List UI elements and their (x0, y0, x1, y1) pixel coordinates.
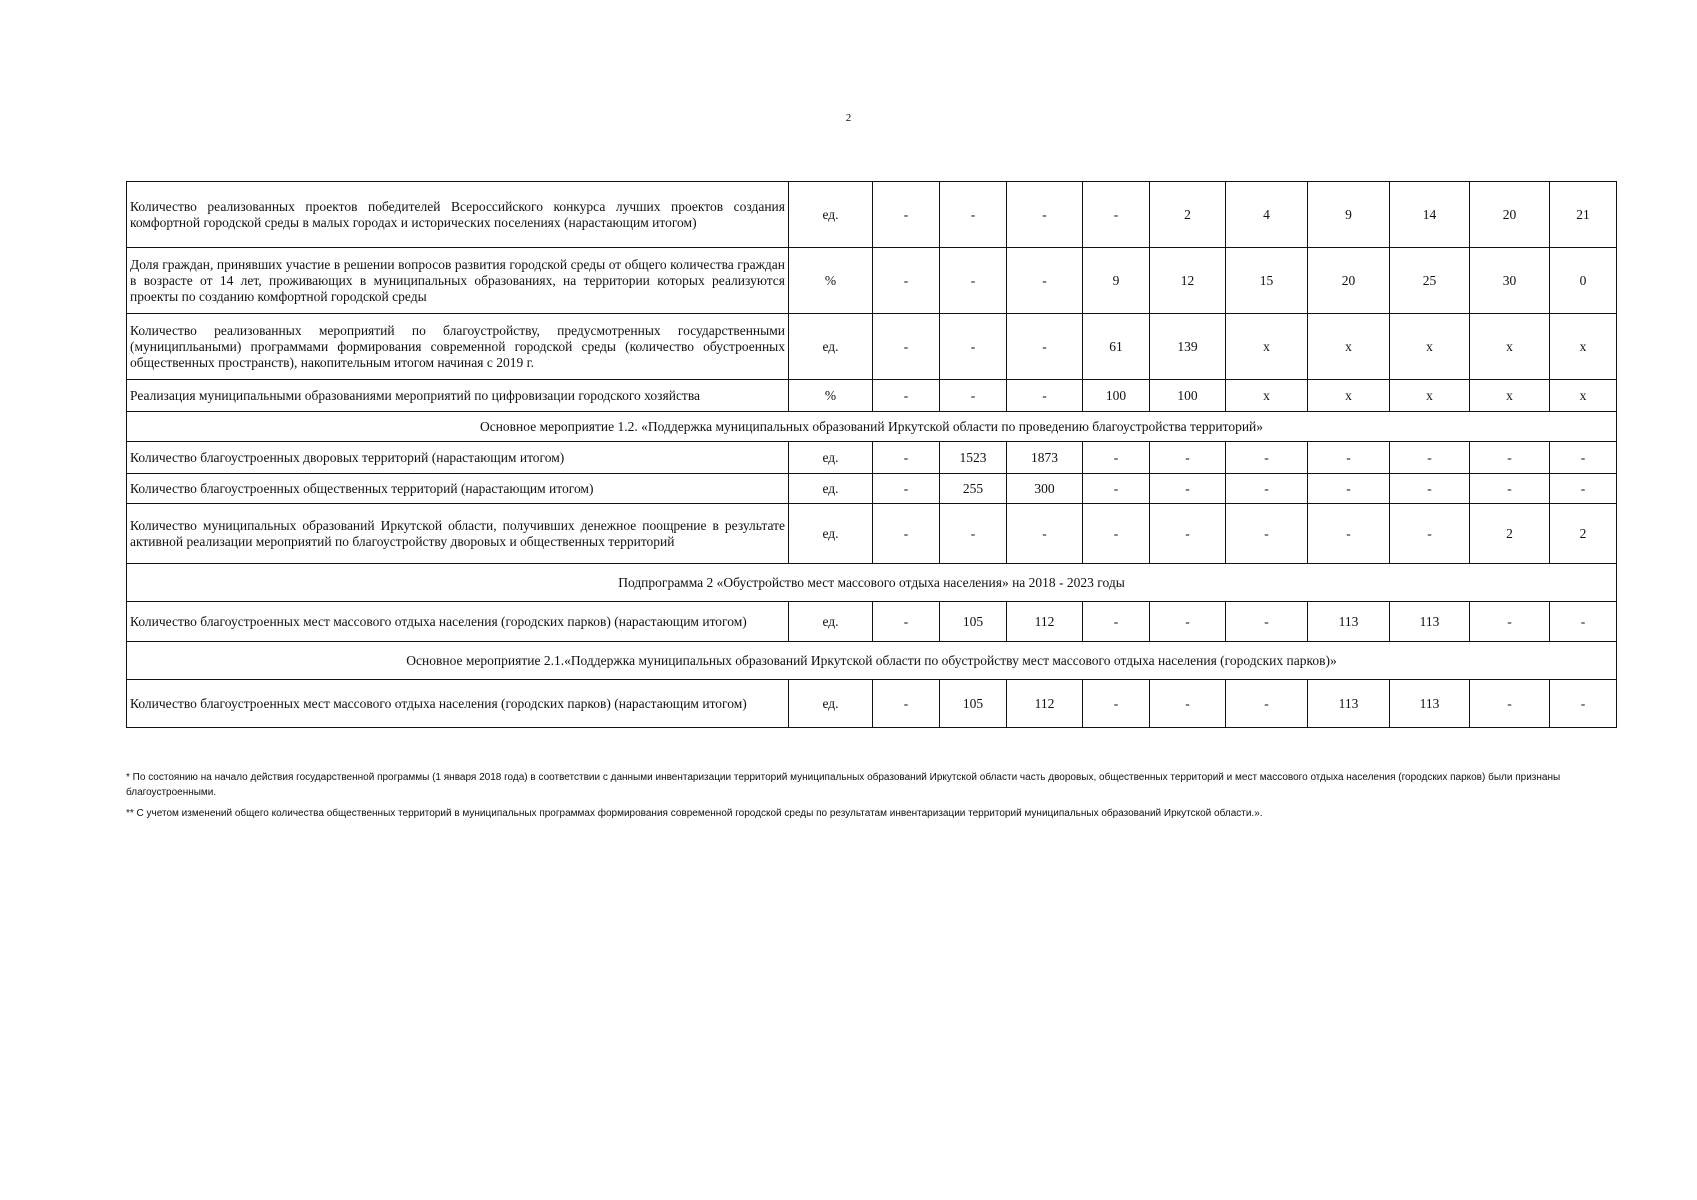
value-cell: 255 (940, 474, 1007, 504)
value-cell: - (873, 248, 940, 314)
value-cell: 105 (940, 680, 1007, 728)
value-cell: - (1308, 504, 1390, 564)
value-cell: 2 (1470, 504, 1550, 564)
value-cell: - (873, 380, 940, 412)
unit-cell: ед. (789, 602, 873, 642)
value-cell: - (1007, 314, 1083, 380)
footnote-2: ** С учетом изменений общего количества общественных территорий в муниципальных программах формирования современной городской среды по результатам инвентаризации территорий муниципальных образований Иркутской области.». (126, 808, 1263, 819)
indicator-cell: Количество реализованных проектов победителей Всероссийского конкурса лучших проектов создания комфортной городской среды в малых городах и исторических поселениях (нарастающим итогом) (127, 182, 789, 248)
unit-cell: ед. (789, 474, 873, 504)
value-cell: 2 (1150, 182, 1226, 248)
value-cell: 2 (1550, 504, 1617, 564)
value-cell: - (1083, 602, 1150, 642)
value-cell: x (1390, 314, 1470, 380)
value-cell: - (873, 602, 940, 642)
value-cell: - (1550, 602, 1617, 642)
value-cell: - (1226, 504, 1308, 564)
page-number: 2 (845, 112, 852, 124)
table-row (127, 380, 1617, 412)
value-cell: 21 (1550, 182, 1617, 248)
value-cell: x (1470, 314, 1550, 380)
value-cell: 113 (1308, 602, 1390, 642)
value-cell: - (1226, 442, 1308, 474)
value-cell: 113 (1308, 680, 1390, 728)
value-cell: - (1226, 602, 1308, 642)
table-row (127, 182, 1617, 248)
value-cell: - (1470, 442, 1550, 474)
value-cell: 113 (1390, 602, 1470, 642)
value-cell: - (1083, 474, 1150, 504)
value-cell: - (1390, 474, 1470, 504)
value-cell: - (873, 504, 940, 564)
value-cell: - (1308, 474, 1390, 504)
value-cell: - (1390, 442, 1470, 474)
indicator-cell: Количество реализованных мероприятий по благоустройству, предусмотренных государственными (муниципльаными) программами формирования современной городской среды (количество обустроенных общественных пространств), накопительным итогом начиная с 2019 г. (127, 314, 789, 380)
value-cell: 4 (1226, 182, 1308, 248)
indicator-cell: Доля граждан, принявших участие в решении вопросов развития городской среды от общего количества граждан в возрасте от 14 лет, проживающих в муниципальных образованиях, на территории которых реализуются проекты по созданию комфортной городской среды (127, 248, 789, 314)
value-cell: 1873 (1007, 442, 1083, 474)
value-cell: - (1083, 680, 1150, 728)
value-cell: - (873, 182, 940, 248)
value-cell: - (1470, 680, 1550, 728)
value-cell: - (1150, 504, 1226, 564)
unit-cell: ед. (789, 442, 873, 474)
indicator-cell: Количество благоустроенных мест массового отдыха населения (городских парков) (нарастающим итогом) (127, 680, 789, 728)
value-cell: 20 (1308, 248, 1390, 314)
value-cell: - (940, 182, 1007, 248)
value-cell: 100 (1150, 380, 1226, 412)
table-row (127, 680, 1617, 728)
value-cell: 112 (1007, 602, 1083, 642)
value-cell: - (873, 442, 940, 474)
value-cell: - (1007, 380, 1083, 412)
value-cell: - (1083, 442, 1150, 474)
value-cell: - (1007, 248, 1083, 314)
value-cell: - (1550, 680, 1617, 728)
value-cell: - (1470, 602, 1550, 642)
value-cell: 20 (1470, 182, 1550, 248)
value-cell: 61 (1083, 314, 1150, 380)
value-cell: - (1390, 504, 1470, 564)
value-cell: 300 (1007, 474, 1083, 504)
value-cell: 30 (1470, 248, 1550, 314)
value-cell: - (1007, 504, 1083, 564)
unit-cell: ед. (789, 182, 873, 248)
value-cell: x (1308, 380, 1390, 412)
section-title: Подпрограмма 2 «Обустройство мест массового отдыха населения» на 2018 - 2023 годы (127, 564, 1617, 602)
table-row (127, 442, 1617, 474)
table-row (127, 504, 1617, 564)
value-cell: 25 (1390, 248, 1470, 314)
value-cell: 112 (1007, 680, 1083, 728)
value-cell: - (1083, 504, 1150, 564)
value-cell: - (1150, 602, 1226, 642)
value-cell: 12 (1150, 248, 1226, 314)
unit-cell: % (789, 248, 873, 314)
value-cell: x (1308, 314, 1390, 380)
value-cell: 15 (1226, 248, 1308, 314)
section-row (127, 564, 1617, 602)
value-cell: - (1226, 680, 1308, 728)
value-cell: x (1470, 380, 1550, 412)
table-row (127, 248, 1617, 314)
unit-cell: ед. (789, 314, 873, 380)
value-cell: - (873, 474, 940, 504)
indicator-cell: Реализация муниципальными образованиями мероприятий по цифровизации городского хозяйства (127, 380, 789, 412)
value-cell: 113 (1390, 680, 1470, 728)
value-cell: - (1083, 182, 1150, 248)
value-cell: - (1470, 474, 1550, 504)
footnotes (126, 770, 1616, 827)
table-row (127, 602, 1617, 642)
section-row (127, 412, 1617, 442)
value-cell: 139 (1150, 314, 1226, 380)
value-cell: 9 (1308, 182, 1390, 248)
value-cell: x (1226, 380, 1308, 412)
value-cell: - (1226, 474, 1308, 504)
value-cell: - (940, 380, 1007, 412)
value-cell: - (1150, 442, 1226, 474)
value-cell: 0 (1550, 248, 1617, 314)
value-cell: 1523 (940, 442, 1007, 474)
unit-cell: ед. (789, 680, 873, 728)
value-cell: - (873, 314, 940, 380)
value-cell: - (940, 248, 1007, 314)
section-title: Основное мероприятие 1.2. «Поддержка муниципальных образований Иркутской области по проведению благоустройства территорий» (127, 412, 1617, 442)
value-cell: - (1150, 680, 1226, 728)
indicator-cell: Количество муниципальных образований Иркутской области, получивших денежное поощрение в результате активной реализации мероприятий по благоустройству дворовых и общественных территорий (127, 504, 789, 564)
value-cell: x (1550, 380, 1617, 412)
section-row (127, 642, 1617, 680)
value-cell: 9 (1083, 248, 1150, 314)
value-cell: - (1150, 474, 1226, 504)
indicator-cell: Количество благоустроенных общественных территорий (нарастающим итогом) (127, 474, 789, 504)
footnote-1: * По состоянию на начало действия государственной программы (1 января 2018 года) в соответствии с данными инвентаризации территорий муниципальных образований Иркутской области часть дворовых, общественных территорий и мест массового отдыха населения (городских парков) были признаны благоустроенными. (126, 772, 1561, 798)
value-cell: x (1390, 380, 1470, 412)
indicator-cell: Количество благоустроенных мест массового отдыха населения (городских парков) (нарастающим итогом) (127, 602, 789, 642)
value-cell: 14 (1390, 182, 1470, 248)
value-cell: - (873, 680, 940, 728)
value-cell: x (1550, 314, 1617, 380)
value-cell: - (940, 504, 1007, 564)
value-cell: - (1550, 474, 1617, 504)
value-cell: 100 (1083, 380, 1150, 412)
indicator-cell: Количество благоустроенных дворовых территорий (нарастающим итогом) (127, 442, 789, 474)
section-title: Основное мероприятие 2.1.«Поддержка муниципальных образований Иркутской области по обустройству мест массового отдыха населения (городских парков)» (127, 642, 1617, 680)
unit-cell: % (789, 380, 873, 412)
unit-cell: ед. (789, 504, 873, 564)
indicators-table (126, 181, 1617, 728)
value-cell: - (940, 314, 1007, 380)
value-cell: - (1308, 442, 1390, 474)
value-cell: - (1007, 182, 1083, 248)
table-row (127, 314, 1617, 380)
table-row (127, 474, 1617, 504)
value-cell: 105 (940, 602, 1007, 642)
value-cell: - (1550, 442, 1617, 474)
value-cell: x (1226, 314, 1308, 380)
